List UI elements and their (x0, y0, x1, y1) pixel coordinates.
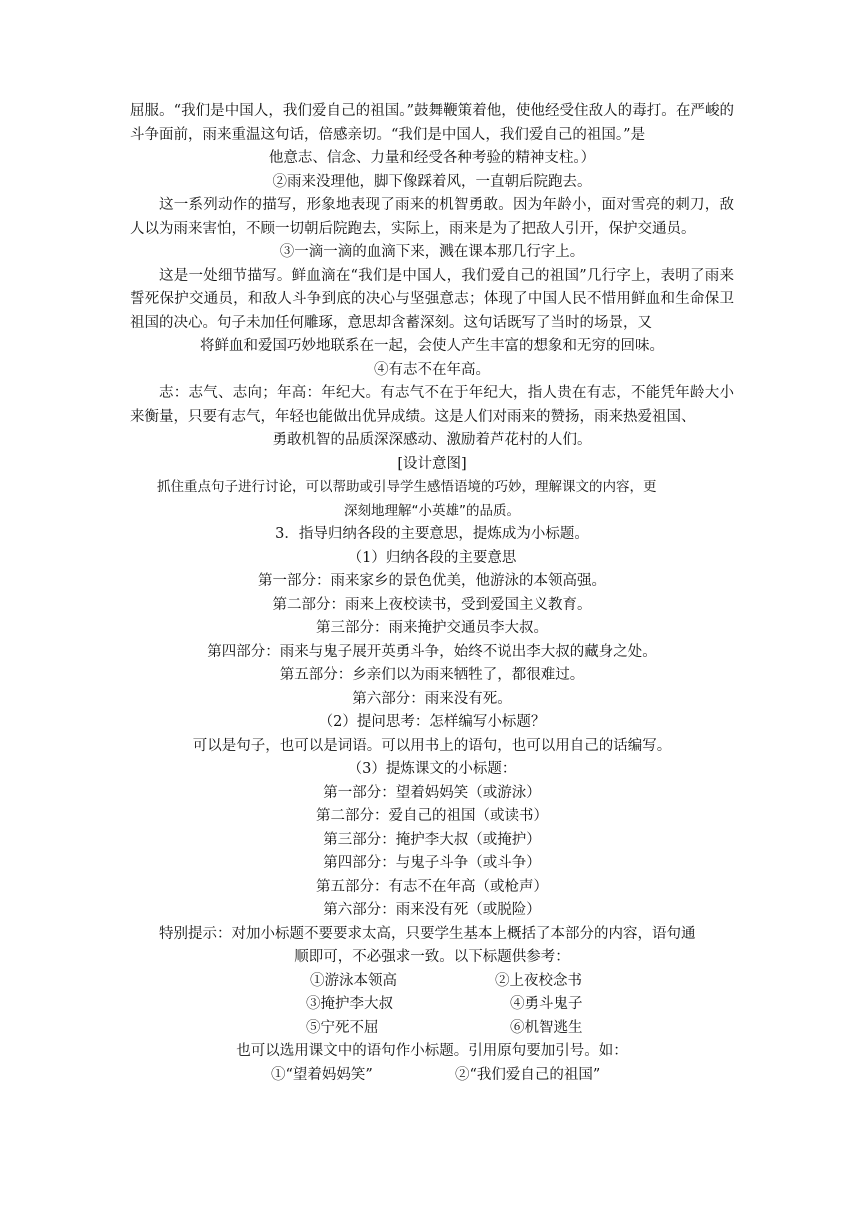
reference-titles (130, 970, 734, 1041)
reference-title: ①游泳本领高 (310, 972, 397, 989)
part-title: 第二部分：爱自己的祖国（或读书） (316, 808, 548, 824)
paragraph-continuation: 他意志、信念、力量和经受各种考验的精神支柱。） (268, 150, 596, 166)
paragraph: 这一系列动作的描写，形象地表现了雨来的机智勇敢。因为年龄小，面对雪亮的刺刀，敌人以为雨来害怕，不顾一切朝后院跑去，实际上，雨来是为了把敌人引开，保护交通员。 (130, 197, 734, 237)
part-summary: 第五部分：乡亲们以为雨来牺牲了，都很难过。 (279, 667, 585, 683)
part-title: 第五部分：有志不在年高（或枪声） (316, 878, 548, 895)
reference-title-row (130, 1017, 734, 1041)
part-title: 第四部分：与鬼子斗争（或斗争） (323, 855, 541, 871)
sub-heading: （1）归纳各段的主要意思 (347, 549, 517, 566)
quote-intro: 也可以选用课文中的语句作小标题。引用原句要加引号。如： (236, 1043, 628, 1059)
quoted-sentence-2: ②雨来没理他，脚下像踩着风，一直朝后院跑去。 (272, 173, 592, 190)
tip-paragraph-end: 顺即可，不必强求一致。以下标题供参考： (294, 949, 570, 965)
part-summary: 第二部分：雨来上夜校读书，受到爱国主义教育。 (272, 596, 592, 613)
part-summary: 第六部分：雨来没有死。 (352, 690, 512, 707)
step-heading: 3．指导归纳各段的主要意思，提炼成为小标题。 (275, 526, 589, 542)
part-summary: 第四部分：雨来与鬼子展开英勇斗争，始终不说出李大叔的藏身之处。 (207, 643, 657, 660)
part-summary: 第一部分：雨来家乡的景色优美，他游泳的本领高强。 (258, 573, 606, 589)
part-title: 第三部分：掩护李大叔（或掩护） (323, 831, 541, 848)
tip-paragraph: 特别提示：对加小标题不要要求太高，只要学生基本上概括了本部分的内容，语句通 (159, 925, 696, 942)
reference-title: ③掩护李大叔 (306, 996, 393, 1012)
reference-title: ⑥机智逃生 (510, 1019, 583, 1036)
design-intent-text-end: 深刻地理解“小英雄”的品质。 (344, 502, 520, 519)
reference-title: ②上夜校念书 (495, 972, 582, 989)
reference-title-row (130, 993, 734, 1017)
sub-answer: 可以是句子，也可以是词语。可以用书上的语句，也可以用自己的话编写。 (192, 737, 672, 754)
quote-examples (130, 1064, 734, 1088)
design-intent-text: 抓住重点句子进行讨论，可以帮助或引导学生感悟语境的巧妙，理解课文的内容，更 (157, 479, 657, 495)
paragraph: 屈服。“我们是中国人，我们爱自己的祖国。”鼓舞鞭策着他，使他经受住敌人的毒打。在严峻的斗争面前，雨来重温这句话，倍感亲切。“我们是中国人，我们爱自己的祖国。”是 (130, 103, 734, 143)
paragraph-continuation: 勇敢机智的品质深深感动、激励着芦花村的人们。 (272, 432, 592, 448)
reference-title: ⑤宁死不屈 (306, 1019, 379, 1036)
quoted-sentence-4: ④有志不在年高。 (374, 361, 490, 378)
paragraph: 这是一处细节描写。鲜血滴在“我们是中国人，我们爱自己的祖国”几行字上，表明了雨来誓死保护交通员，和敌人斗争到底的决心与坚强意志；体现了中国人民不惜用鲜血和生命保卫祖国的决心。句子未加任何雕琢，意思却含蓄深刻。这句话既写了当时的场景，又 (130, 267, 734, 331)
paragraph: 志：志气、志向；年高：年纪大。有志气不在于年纪大，指人贵在有志，不能凭年龄大小来衡量，只要有志气，年轻也能做出优异成绩。这是人们对雨来的赞扬，雨来热爱祖国、 (130, 385, 734, 425)
quote-example: ②“我们爱自己的祖国” (455, 1066, 601, 1083)
quote-example: ①“望着妈妈笑” (271, 1066, 373, 1083)
sub-heading: （3）提炼课文的小标题： (347, 761, 517, 777)
part-title: 第六部分：雨来没有死（或脱险） (323, 902, 541, 918)
document-body (130, 100, 734, 1087)
part-title: 第一部分：望着妈妈笑（或游泳） (323, 784, 541, 801)
reference-title-row (130, 970, 734, 994)
sub-heading: （2）提问思考：怎样编写小标题？ (318, 714, 546, 730)
quoted-sentence-3: ③一滴一滴的血滴下来，溅在课本那几行字上。 (279, 244, 585, 260)
part-summary: 第三部分：雨来掩护交通员李大叔。 (316, 620, 548, 636)
paragraph-continuation: 将鲜血和爱国巧妙地联系在一起，会使人产生丰富的想象和无穷的回味。 (200, 338, 664, 354)
design-intent-heading: [设计意图] (397, 455, 467, 472)
reference-title: ④勇斗鬼子 (510, 996, 583, 1012)
